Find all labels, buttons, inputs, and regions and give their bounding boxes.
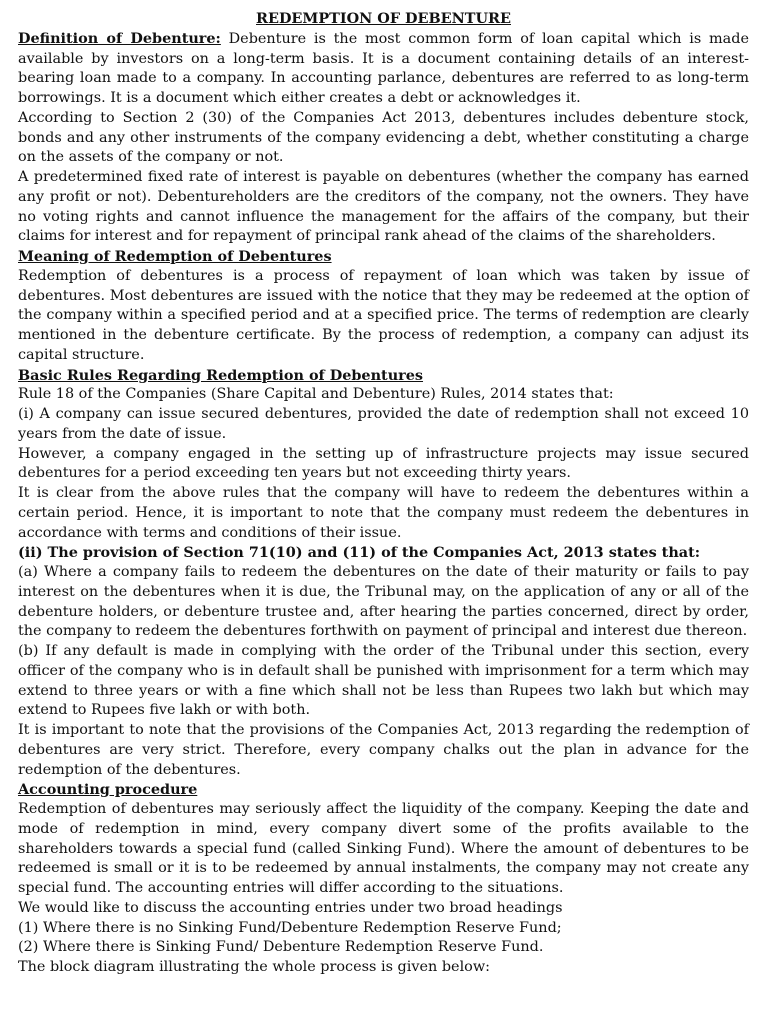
- clear-paragraph: It is clear from the above rules that the company will have to redeem the debentures within a certain period. Hence, it is important to note that the company must redeem the debentures in accordance with terms and conditions of their issue.: [18, 485, 749, 541]
- definition-text: Debenture is the most common form of loan capital which is made available by investors on a long-term basis. It is a document containing details of an interest-bearing loan made to a company. In accounting parlance, debentures are referred to as long-term borrowings. It is a document which either creates a debt or acknowledges it.: [18, 30, 749, 106]
- strict-paragraph: It is important to note that the provisions of the Companies Act, 2013 regarding the redemption of debentures are very strict. Therefore, every company chalks out the plan in advance for the redemption of the debentures.: [18, 722, 749, 778]
- block-diagram-intro: The block diagram illustrating the whole process is given below:: [18, 959, 491, 975]
- rule-ii-paragraph: (ii) The provision of Section 71(10) and (11) of the Companies Act, 2013 states that:: [18, 544, 701, 562]
- infrastructure-paragraph: However, a company engaged in the setting up of infrastructure projects may issue secured debentures for a period exceeding ten years but not exceeding thirty years.: [18, 445, 749, 482]
- accounting-heading: Accounting procedure: [18, 781, 198, 799]
- rule-b-paragraph: (b) If any default is made in complying with the order of the Tribunal under this section, every officer of the company who is in default shall be punished with imprisonment for a term which may extend to three years or with a fine which shall not be less than Rupees two lakh but which may extend to Rupees five lakh or with both.: [18, 643, 749, 719]
- definition-paragraph: [18, 29, 749, 109]
- meaning-paragraph: Redemption of debentures is a process of repayment of loan which was taken by issue of debentures. Most debentures are issued with the notice that they may be redeemed at the option of the company within a specified period and at a specified price. The terms of redemption are clearly mentioned in the debenture certificate. By the process of redemption, a company can adjust its capital structure.: [18, 267, 749, 363]
- list-item-2: (2) Where there is Sinking Fund/ Debenture Redemption Reserve Fund.: [18, 939, 544, 956]
- rule-a-paragraph: (a) Where a company fails to redeem the debentures on the date of their maturity or fails to pay interest on the debentures when it is due, the Tribunal may, on the application of any or all of the debenture holders, or debenture trustee and, after hearing the parties concerned, direct by order, the company to redeem the debentures forthwith on payment of principal and interest due thereon.: [18, 564, 749, 640]
- basic-rules-heading: Basic Rules Regarding Redemption of Debentures: [18, 366, 424, 384]
- rule-i-paragraph: (i) A company can issue secured debentures, provided the date of redemption shall not exceed 10 years from the date of issue.: [18, 406, 749, 442]
- interest-paragraph: A predetermined fixed rate of interest is payable on debentures (whether the company has earned any profit or not). Debentureholders are the creditors of the company, not the owners. They have no voting rights and cannot influence the management for the affairs of the company, but their claims for interest and for repayment of principal rank ahead of the claims of the shareholders.: [18, 169, 749, 245]
- section2-paragraph: According to Section 2 (30) of the Companies Act 2013, debentures includes debenture stock, bonds and any other instruments of the company evidencing a debt, whether constituting a charge on the assets of the company or not.: [18, 109, 749, 166]
- discuss-paragraph: We would like to discuss the accounting entries under two broad headings: [18, 899, 563, 916]
- rule18-paragraph: Rule 18 of the Companies (Share Capital and Debenture) Rules, 2014 states that:: [18, 386, 614, 403]
- meaning-heading: Meaning of Redemption of Debentures: [18, 248, 332, 265]
- list-item-1: (1) Where there is no Sinking Fund/Debenture Redemption Reserve Fund;: [18, 919, 562, 936]
- page-title: REDEMPTION OF DEBENTURE: [256, 10, 511, 27]
- definition-heading: Definition of Debenture:: [18, 29, 221, 47]
- accounting-paragraph: Redemption of debentures may seriously affect the liquidity of the company. Keeping the date and mode of redemption in mind, every company divert some of the profits available to the shareholders towards a special fund (called Sinking Fund). Where the amount of debentures to be redeemed is small or it is to be redeemed by annual instalments, the company may not create any special fund. The accounting entries will differ according to the situations.: [18, 801, 749, 896]
